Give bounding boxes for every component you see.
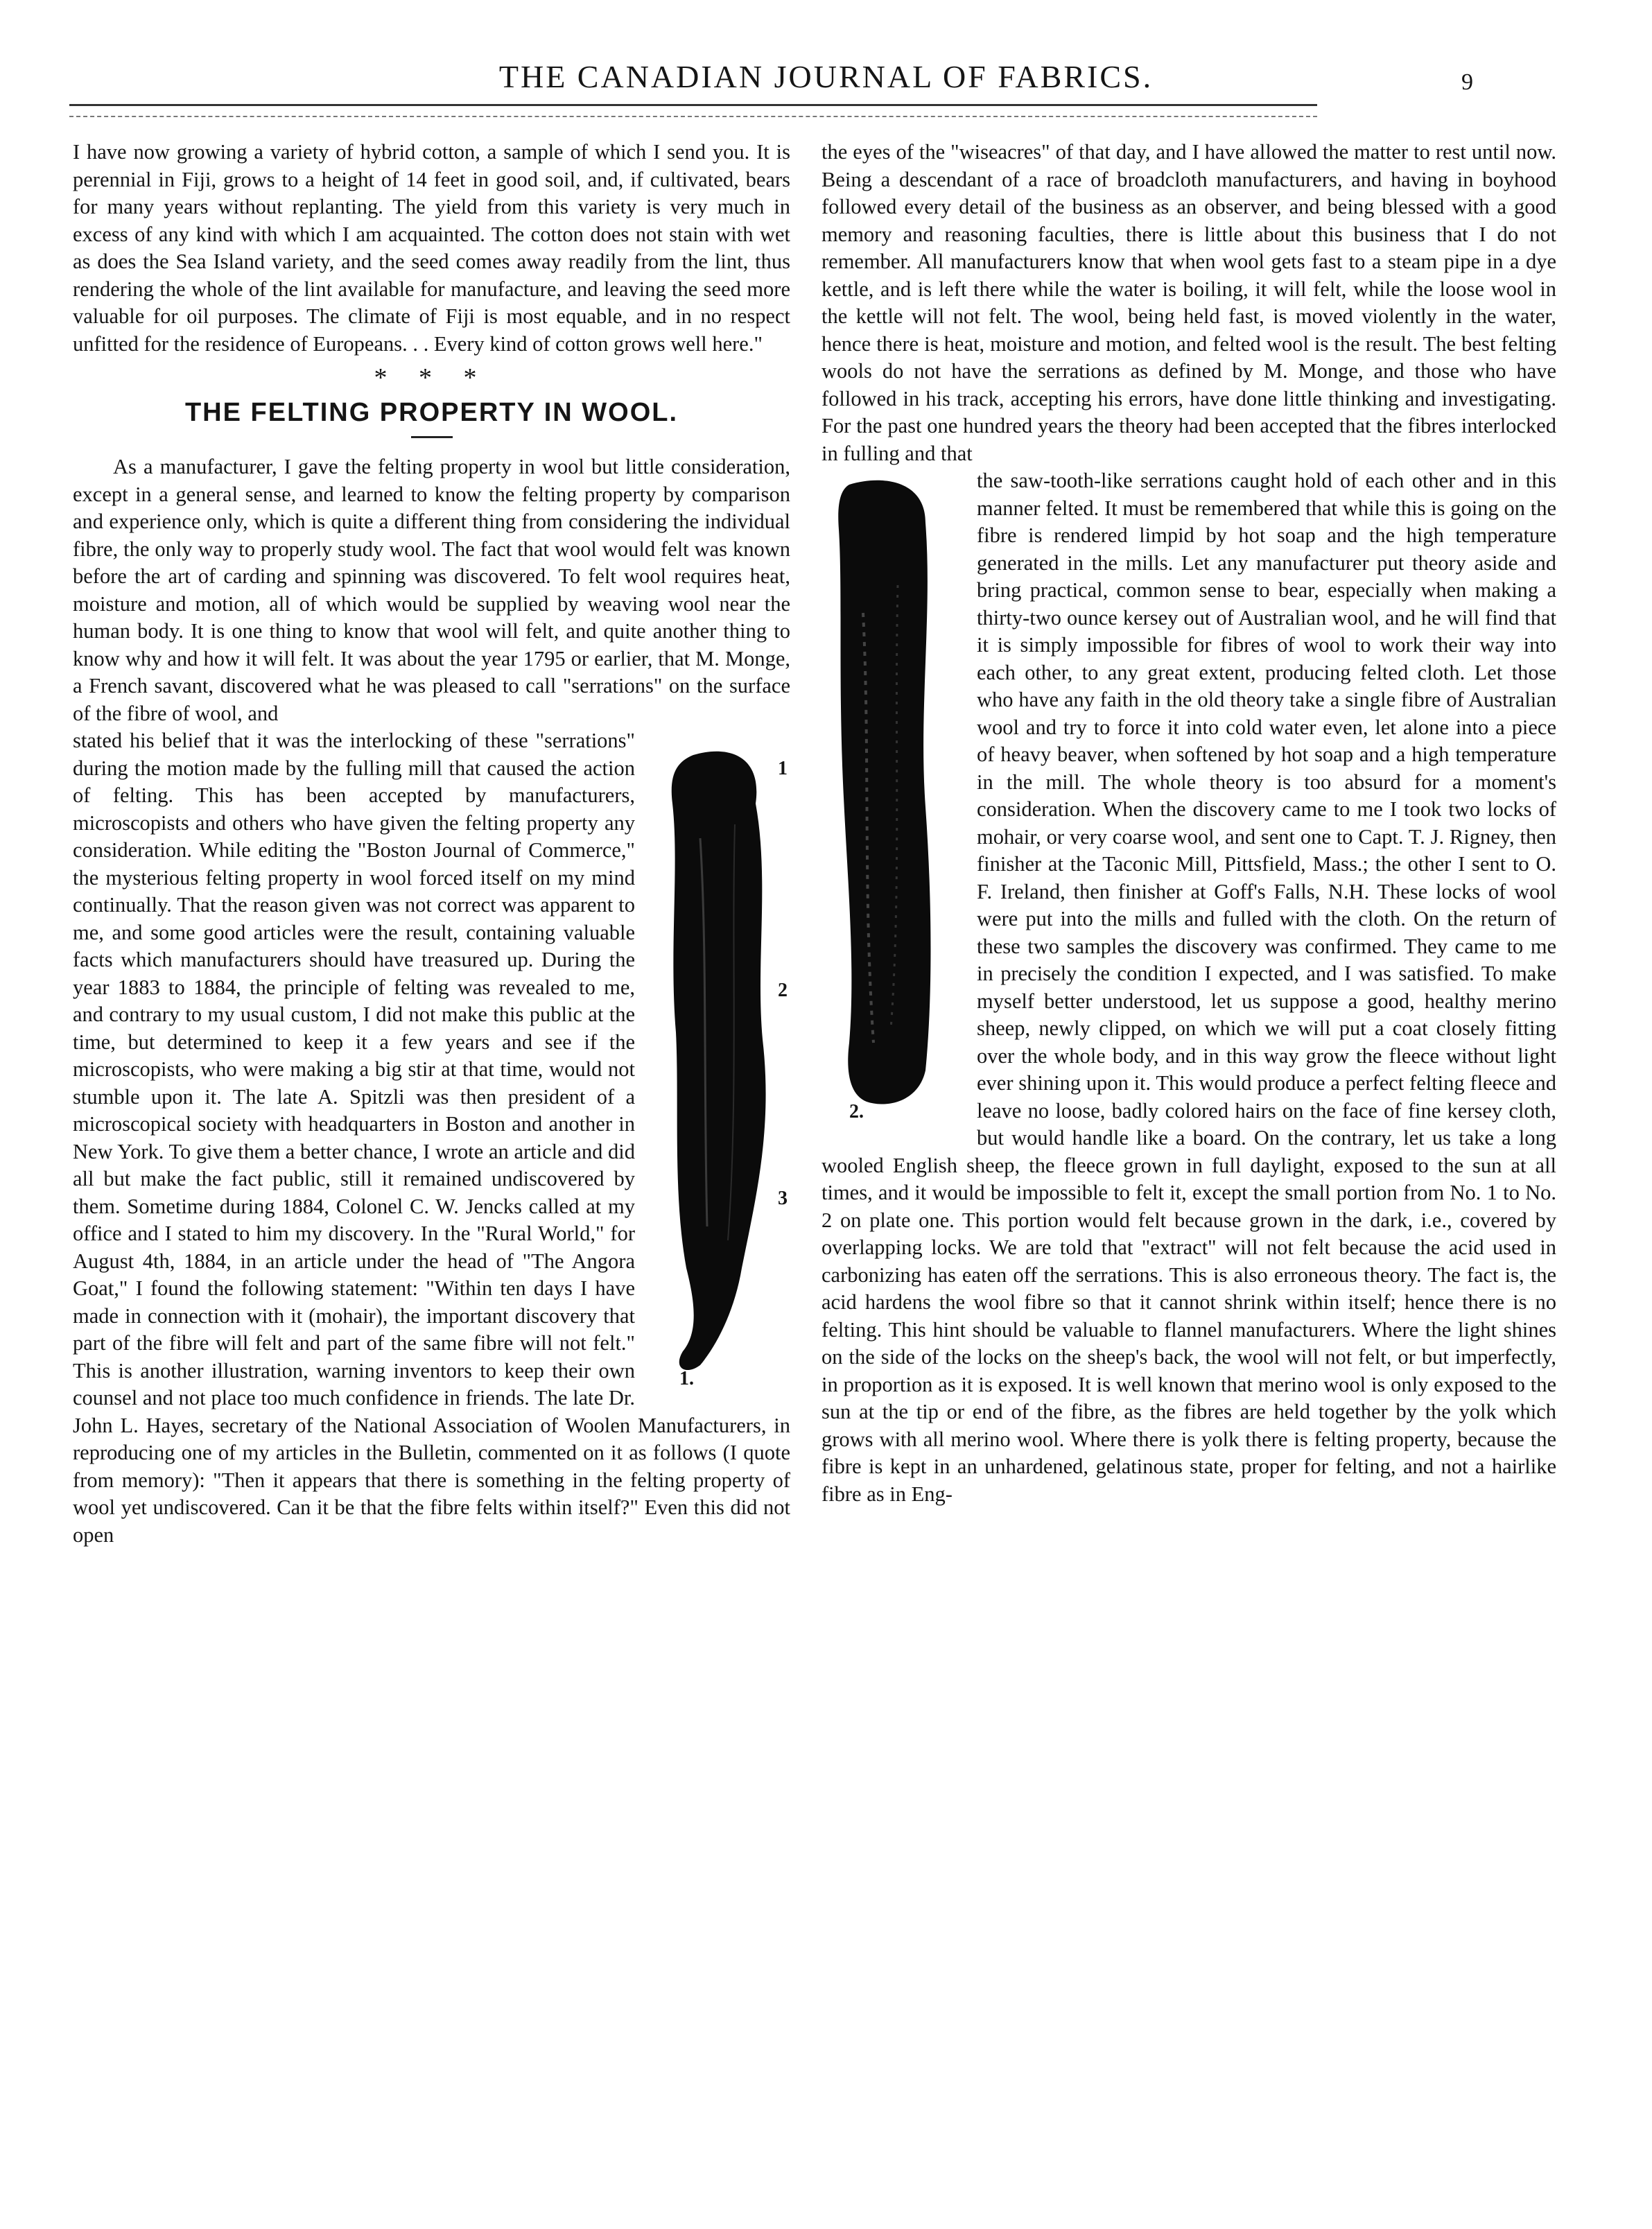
page-number: 9 bbox=[1461, 69, 1473, 95]
figure-1-mark-3: 3 bbox=[778, 1188, 788, 1209]
figure-1-mark-1: 1 bbox=[778, 758, 788, 779]
article-paragraph-1: As a manufacturer, I gave the felting property in wool but little consideration, except in a general sense, and learned to know the felting property by comparison and experience only, which is quite a different thing from considering the individual fibre, the only way to properly study wool. The fact that wool would felt was known before the art of carding and spinning was discovered. To felt wool requires heat, moisture and motion, all of which would be supplied by weaving wool near the human body. It is one thing to know that wool will felt, and quite another thing to know why and how it will felt. It was about the year 1795 or earlier, that M. Monge, a French savant, discovered what he was pleased to call "serrations" on the surface of the fibre of wool, and bbox=[73, 455, 790, 725]
wool-lock-figure-1 bbox=[652, 741, 790, 1393]
header-rule bbox=[69, 104, 1317, 117]
heading-rule bbox=[411, 436, 453, 438]
wool-lock-figure-2 bbox=[821, 474, 960, 1126]
right-paragraph-2: the saw-tooth-like serrations caught hold of each other and in this manner felted. It must be remembered that while this is going on the fibre is rendered limpid by hot soap and the high temperature generated in the mills. Let any manufacturer put theory aside and bring practical, common sense to bear, especially when making a thirty-two ounce kersey out of Australian wool, and he will find that it is simply impossible for fibres of wool to work their way into each other, to any great extent, producing felted cloth. Let those who have any faith in the old theory take a single fibre of Australian wool and try to force it into cold water even, let alone into a piece of heavy beaver, when softened by hot soap and a high temperature in the mill. The whole theory is too absurd for a moment's consideration. When the discovery came to me I took two locks of mohair, or very coarse wool, and sent one to Capt. T. J. Rigney, then finisher at the Taconic Mill, Pittsfield, Mass.; the other I sent to O. F. Ireland, then finisher at Goff's Falls, N.H. These locks of wool were put into the mills and fulled with the cloth. On the return of these two samples the discovery was confirmed. They came to me in precisely the condition I expected, and I was satisfied. To make myself better understood, let us suppose a good, healthy merino sheep, newly clipped, on which we will put a coat closely fitting over the whole body, and in this way grow the fleece without light ever shining upon it. This would produce a perfect felting fleece and leave no loose, badly colored hairs on the face of fine kersey cloth, but would handle like a board. On the contrary, let us take a long wooled English sheep, the fleece grown in full daylight, exposed to the sun at all times, and it would be impossible to felt it, except the small portion from No. 1 to No. 2 on plate one. This portion would felt because grown in the dark, i.e., covered by overlapping locks. We are told that "extract" will not felt because the acid used in carbonizing has eaten off the serrations. This is also erroneous theory. The fact is, the acid hardens the wool fibre so that it cannot shrink within itself; hence there is no felting. This hint should be valuable to flannel manufacturers. Where the light shines on the side of the locks on the sheep's back, the wool will not felt, or but imperfectly, in proportion as it is exposed. It is well known that merino wool is only exposed to the sun at the tip or end of the fibre, as the fibres are held together by the yolk which grows with all merino wool. Where there is yolk there is felting property, because the fibre is kept in an unhardened, gelatinous state, proper for felting, and not a hairlike fibre as in Eng- bbox=[821, 469, 1556, 1506]
article-heading: THE FELTING PROPERTY IN WOOL. bbox=[184, 397, 679, 427]
article-paragraph-2: stated his belief that it was the interlocking of these "serrations" during the motion made by the fulling mill that caused the action of felting. This has been accepted by manufacturers, microscopists and others who have given the felting property any consideration. While editing the "Boston Journal of Commerce," the mysterious felting property in wool forced itself on my mind continually. That the reason given was not correct was apparent to me, and some good articles were the result, containing valuable facts which manufacturers should have treasured up. During the year 1883 to 1884, the principle of felting was revealed to me, and contrary to my usual custom, I did not make this public at the time, but determined to keep it a few years and see if the microscopists, who were making a big stir at that time, would not stumble upon it. The late A. Spitzli was then president of a microscopical society with headquarters in Boston and another in New York. To give them a better chance, I wrote an article and did all but make the fact public, still it remained undiscovered by them. Sometime during 1884, Colonel C. W. Jencks called at my office and I stated to him my discovery. In the "Rural World," for August 4th, 1884, in an article under the head of "The Angora Goat," I found the following statement: "Within ten days I have made in connection with it (mohair), the important discovery that part of the fibre will felt and part of the same fibre will not felt." This is another illustration, warning inventors to keep their own counsel and not place too much confidence in friends. The late Dr. John L. Hayes, secretary of the National Association of Woolen Manufacturers, in reproducing one of my articles in the Bulletin, commented on it as follows (I quote from memory): "Then it appears that there is something in the felting property of wool yet undiscovered. Can it be that the fibre felts within itself?" Even this did not open bbox=[73, 729, 790, 1547]
figure-1-mark-2: 2 bbox=[778, 980, 788, 1001]
wool-lock-image-2 bbox=[821, 474, 960, 1126]
right-column bbox=[821, 139, 1556, 1508]
figure-1-label: 1. bbox=[679, 1368, 694, 1389]
figure-2-label: 2. bbox=[849, 1101, 864, 1122]
right-paragraph-1: the eyes of the "wiseacres" of that day, and I have allowed the matter to rest until now. Being a descendant of a race of broadcloth manufacturers, and having in boyhood followed every detail of the business as an observer, and being blessed with a good memory and reasoning faculties, there is little about this business that I do not remember. All manufacturers know that when wool gets fast to a steam pipe in a dye kettle, and is left there while the water is boiling, it will felt, while the loose wool in the kettle will not felt. The wool, being held fast, is moved violently in the water, hence there is heat, moisture and motion, and felted wool is the result. The best felting wools do not have the serrations as defined by M. Monge, and those who have followed in his track, accepting his errors, have done little thinking and investigating. For the past one hundred years the theory had been accepted that the fibres interlocked in fulling and that bbox=[821, 140, 1556, 465]
journal-title: THE CANADIAN JOURNAL OF FABRICS. bbox=[498, 59, 1154, 94]
section-ornament: * * * bbox=[374, 363, 489, 392]
cotton-letter-paragraph: I have now growing a variety of hybrid cotton, a sample of which I send you. It is perennial in Fiji, grows to a height of 14 feet in good soil, and, if cultivated, bears for many years without replanting. The yield from this variety is very much in excess of any kind with which I am acquainted. The cotton does not stain with wet as does the Sea Island variety, and the seed comes away readily from the lint, thus rendering the whole of the lint available for manufacture, and leaving the seed more valuable for oil purposes. The climate of Fiji is most equable, and in no respect unfitted for the residence of Europeans. . . Every kind of cotton grows well here." bbox=[73, 140, 790, 356]
left-column bbox=[73, 139, 790, 1549]
wool-lock-image-1 bbox=[652, 741, 790, 1393]
